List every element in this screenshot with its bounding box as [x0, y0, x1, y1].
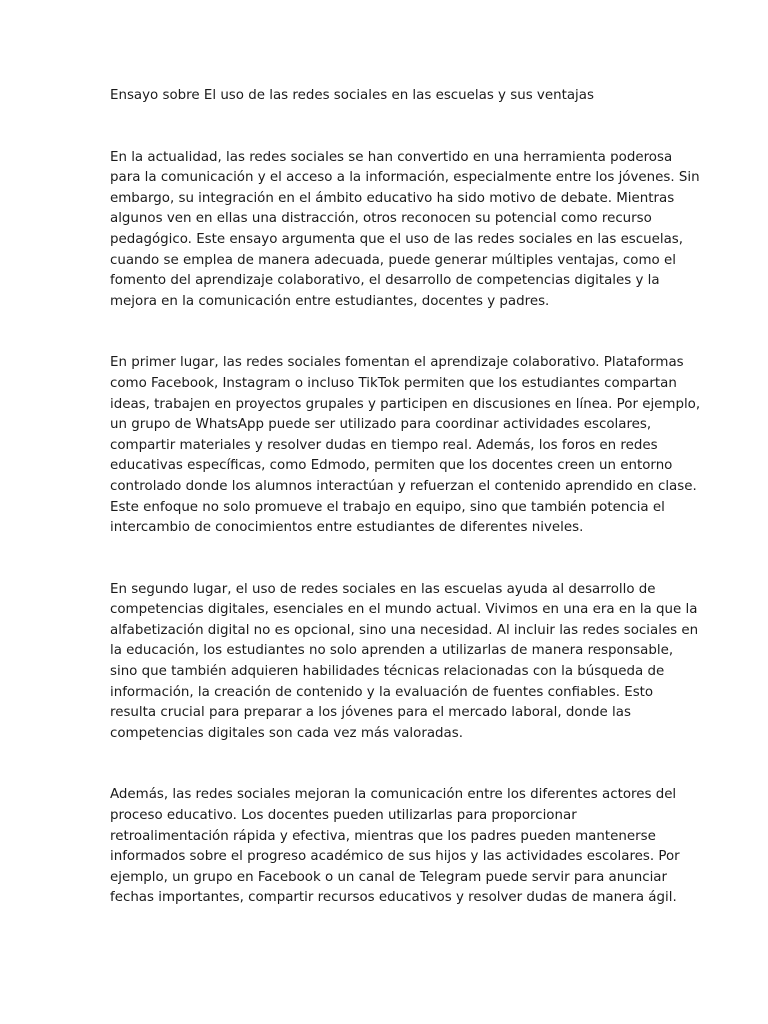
text-line: compartir materiales y resolver dudas en tiempo real. Además, los foros en redes [110, 437, 658, 453]
text-line: proceso educativo. Los docentes pueden utilizarlas para proporcionar [110, 808, 577, 824]
text-line: pedagógico. Este ensayo argumenta que el uso de las redes sociales en las escuelas, [110, 231, 684, 247]
text-line: En primer lugar, las redes sociales fomentan el aprendizaje colaborativo. Plataformas [110, 355, 684, 371]
text-line: ideas, trabajen en proyectos grupales y participen en discusiones en línea. Por ejemplo, [110, 396, 701, 412]
text-line: Además, las redes sociales mejoran la comunicación entre los diferentes actores del [110, 787, 677, 803]
text-line: información, la creación de contenido y la evaluación de fuentes confiables. Esto [110, 684, 654, 700]
text-line: alfabetización digital no es opcional, sino una necesidad. Al incluir las redes sociales en [110, 622, 699, 638]
text-line: informados sobre el progreso académico de sus hijos y las actividades escolares. Por [110, 849, 680, 865]
text-line: embargo, su integración en el ámbito educativo ha sido motivo de debate. Mientras [110, 190, 675, 206]
text-line: retroalimentación rápida y efectiva, mientras que los padres pueden mantenerse [110, 828, 656, 844]
text-line: fomento del aprendizaje colaborativo, el desarrollo de competencias digitales y la [110, 273, 660, 289]
text-line: resulta crucial para preparar a los jóvenes para el mercado laboral, donde las [110, 705, 631, 721]
text-line: cuando se emplea de manera adecuada, puede generar múltiples ventajas, como el [110, 252, 676, 268]
essay-paragraph-4 [110, 785, 680, 909]
text-line: algunos ven en ellas una distracción, otros reconocen su potencial como recurso [110, 211, 652, 227]
text-line: En la actualidad, las redes sociales se han convertido en una herramienta poderosa [110, 149, 673, 165]
text-line: En segundo lugar, el uso de redes sociales en las escuelas ayuda al desarrollo de [110, 581, 656, 597]
text-line: educativas específicas, como Edmodo, permiten que los docentes creen un entorno [110, 458, 673, 474]
text-line: un grupo de WhatsApp puede ser utilizado para coordinar actividades escolares, [110, 417, 652, 433]
essay-paragraph-1 [110, 148, 700, 313]
essay-paragraph-3 [110, 580, 699, 745]
text-line: la educación, los estudiantes no solo aprenden a utilizarlas de manera responsable, [110, 643, 674, 659]
essay-paragraph-2 [110, 353, 701, 538]
text-line: para la comunicación y el acceso a la información, especialmente entre los jóvenes. Sin [110, 170, 700, 186]
essay-body [110, 86, 701, 950]
text-line: Este enfoque no solo promueve el trabajo en equipo, sino que también potencia el [110, 499, 665, 515]
text-line: competencias digitales son cada vez más valoradas. [110, 725, 463, 741]
text-line: controlado donde los alumnos interactúan y refuerzan el contenido aprendido en clase. [110, 478, 697, 494]
essay-title: Ensayo sobre El uso de las redes sociales en las escuelas y sus ventajas [110, 88, 594, 103]
text-line: intercambio de conocimientos entre estudiantes de diferentes niveles. [110, 520, 584, 536]
text-line: ejemplo, un grupo en Facebook o un canal de Telegram puede servir para anunciar [110, 869, 667, 885]
text-line: mejora en la comunicación entre estudiantes, docentes y padres. [110, 293, 550, 309]
essay-paragraphs [110, 148, 701, 909]
text-line: sino que también adquieren habilidades técnicas relacionadas con la búsqueda de [110, 664, 665, 680]
text-line: como Facebook, Instagram o incluso TikTok permiten que los estudiantes compartan [110, 375, 677, 391]
text-line: fechas importantes, compartir recursos educativos y resolver dudas de manera ágil. [110, 890, 677, 906]
text-line: competencias digitales, esenciales en el mundo actual. Vivimos en una era en la que la [110, 602, 698, 618]
